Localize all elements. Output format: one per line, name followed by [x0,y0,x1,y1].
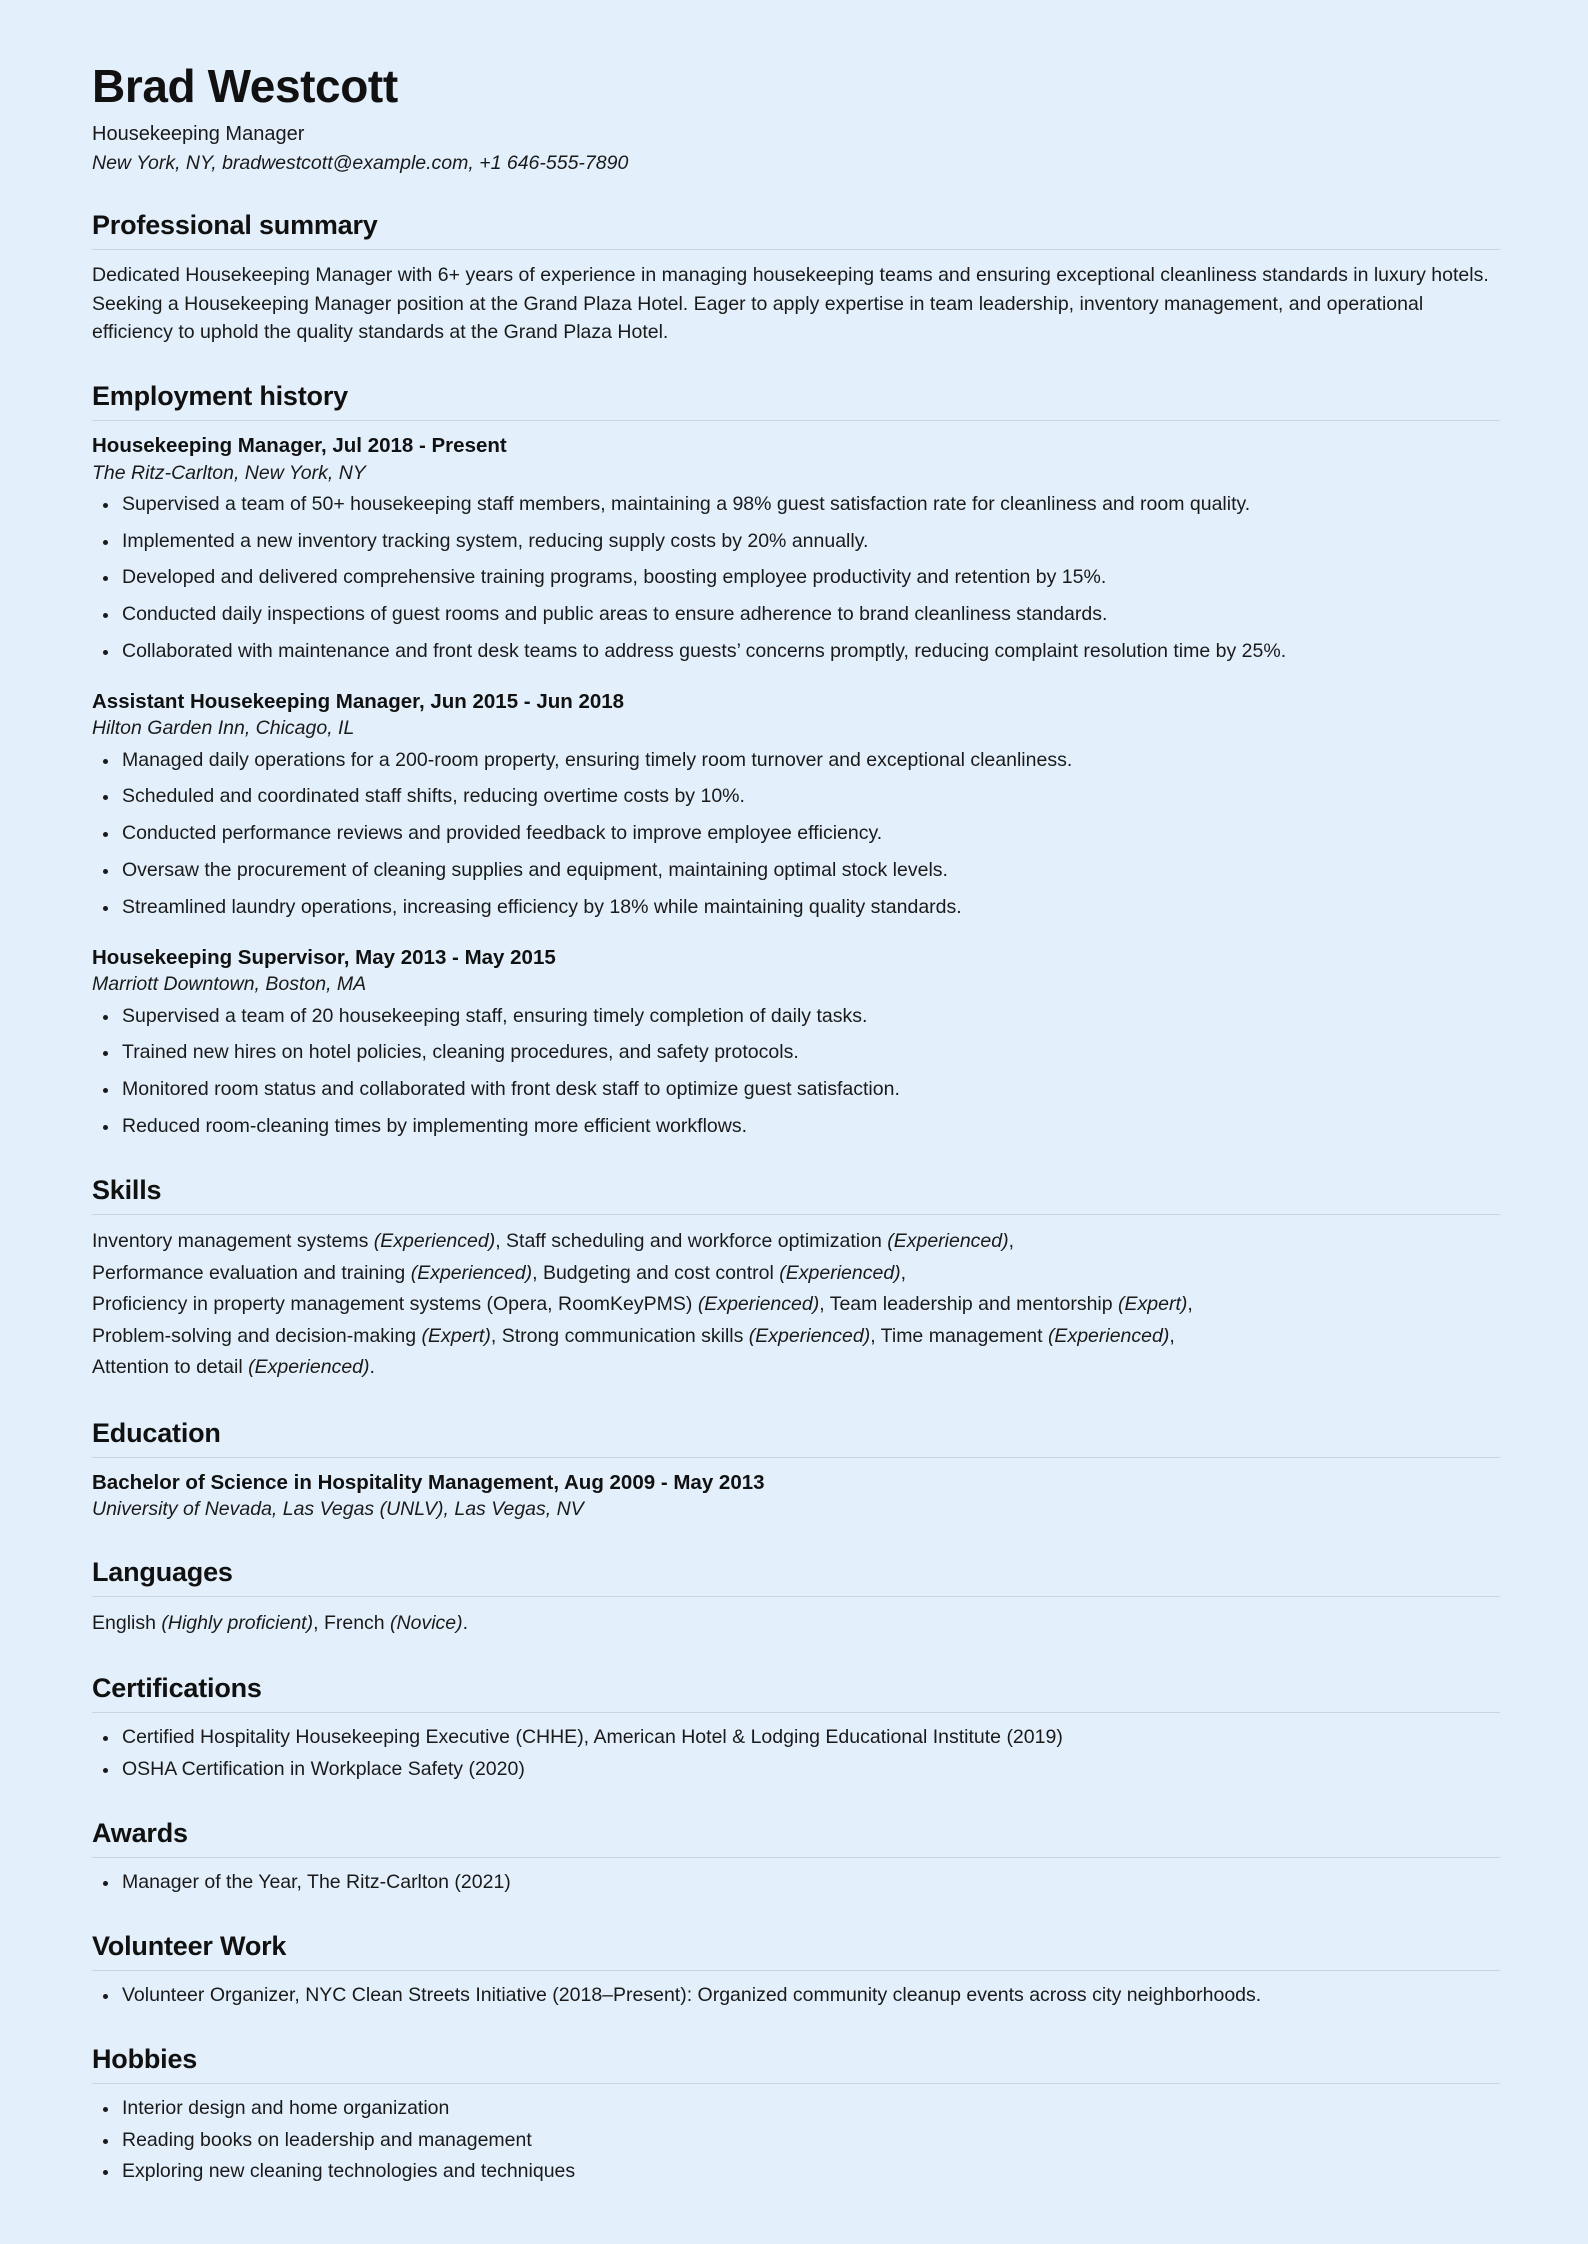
skill-level: (Experienced) [748,1324,871,1347]
language-level: (Novice) [390,1611,463,1634]
skill-name: Staff scheduling and workforce optimization [506,1230,888,1253]
section-title-skills: Skills [92,1175,162,1206]
skill-line [92,1226,1500,1258]
hobby-item: Exploring new cleaning technologies and techniques [92,2158,1500,2186]
skill-separator: , [495,1230,507,1253]
employment-bullet: Oversaw the procurement of cleaning supplies and equipment, maintaining optimal stock levels. [92,857,1500,885]
skill-level: (Experienced) [410,1261,533,1284]
employment-bullet: Conducted daily inspections of guest rooms and public areas to ensure adherence to brand cleanliness standards. [92,601,1500,629]
section-title-languages: Languages [92,1556,233,1587]
skill-name: Inventory management systems [92,1230,374,1253]
education-entry-list [92,1469,1500,1523]
skills-list [92,1226,1500,1384]
skill-line [92,1289,1500,1321]
section-divider [92,2083,1500,2084]
employment-bullet: Developed and delivered comprehensive training programs, boosting employee productivity and retention by 15%. [92,564,1500,592]
languages-text [92,1608,1500,1640]
skill-level: (Experienced) [248,1356,370,1379]
employment-entry [92,944,1500,1141]
hobby-item: Reading books on leadership and management [92,2127,1500,2155]
skill-name: Strong communication skills [501,1324,749,1347]
section-divider [92,249,1500,250]
skill-line [92,1258,1500,1290]
language-separator: . [462,1611,469,1634]
language-name: French [323,1611,391,1634]
employment-bullet-list [92,747,1500,922]
section-education [92,1418,1500,1523]
employment-entry [92,432,1500,666]
employment-bullet: Reduced room-cleaning times by implementing more efficient workflows. [92,1113,1500,1141]
employment-entry-list [92,432,1500,1141]
volunteer-list [92,1982,1500,2010]
skill-name: Team leadership and mentorship [829,1293,1119,1316]
employment-bullet: Supervised a team of 20 housekeeping staff, ensuring timely completion of daily tasks. [92,1003,1500,1031]
employment-bullet: Supervised a team of 50+ housekeeping staff members, maintaining a 98% guest satisfaction rate for cleanliness and room quality. [92,491,1500,519]
candidate-name: Brad Westcott [92,60,398,112]
employment-entry-employer: Hilton Garden Inn, Chicago, IL [92,717,355,740]
certification-item: Certified Hospitality Housekeeping Executive (CHHE), American Hotel & Lodging Educational Institute (2019) [92,1724,1500,1752]
skill-separator: , [1187,1293,1193,1316]
skill-name: Time management [880,1324,1048,1347]
section-volunteer-work [92,1931,1500,2010]
candidate-contact-line: New York, NY, bradwestcott@example.com, +1 646-555-7890 [92,151,629,174]
hobbies-list [92,2095,1500,2187]
employment-entry [92,688,1500,922]
skill-level: (Experienced) [887,1230,1009,1253]
section-title-volunteer-work: Volunteer Work [92,1930,287,1961]
professional-summary-text: Dedicated Housekeeping Manager with 6+ years of experience in managing housekeeping teams and ensuring exceptional cleanliness standards in luxury hotels. Seeking a Housekeeping Manager position at the Grand Plaza Hotel. Eager to apply expertise in team leadership, inventory management, and operational efficiency to uphold the quality standards at the Grand Plaza Hotel. [92,264,1489,344]
resume-header [92,62,1500,176]
skill-separator: , [1008,1230,1015,1253]
section-skills [92,1175,1500,1384]
awards-list [92,1869,1500,1897]
employment-bullet: Trained new hires on hotel policies, cleaning procedures, and safety protocols. [92,1039,1500,1067]
skill-name: Problem-solving and decision-making [92,1324,422,1347]
certification-item: OSHA Certification in Workplace Safety (2020) [92,1756,1500,1784]
employment-bullet: Collaborated with maintenance and front desk teams to address guests’ concerns promptly, reducing complaint resolution time by 25%. [92,638,1500,666]
employment-bullet: Conducted performance reviews and provided feedback to improve employee efficiency. [92,820,1500,848]
section-divider [92,1712,1500,1713]
section-professional-summary [92,210,1500,347]
employment-entry-employer: Marriott Downtown, Boston, MA [92,973,367,996]
skill-level: (Expert) [421,1324,491,1347]
skill-separator: , [870,1324,881,1347]
section-title-hobbies: Hobbies [92,2043,198,2074]
language-level: (Highly proficient) [161,1611,314,1634]
section-divider [92,1457,1500,1458]
section-awards [92,1818,1500,1897]
skill-separator: . [369,1356,375,1379]
skill-line [92,1321,1500,1353]
skill-separator: , [1169,1324,1175,1347]
skill-name: Attention to detail [92,1356,249,1379]
section-hobbies [92,2044,1500,2187]
employment-bullet: Streamlined laundry operations, increasing efficiency by 18% while maintaining quality standards. [92,894,1500,922]
skill-level: (Experienced) [1047,1324,1170,1347]
skill-separator: , [490,1324,502,1347]
section-employment-history [92,381,1500,1141]
hobby-item: Interior design and home organization [92,2095,1500,2123]
language-separator: , [313,1611,324,1634]
skill-level: (Experienced) [373,1230,496,1253]
skill-name: Proficiency in property management systems (Opera, RoomKeyPMS) [92,1293,698,1316]
skill-name: Budgeting and cost control [542,1261,780,1284]
employment-bullet-list [92,491,1500,666]
education-entry-heading: Bachelor of Science in Hospitality Management, Aug 2009 - May 2013 [92,1470,765,1494]
language-name: English [92,1611,162,1634]
section-title-certifications: Certifications [92,1673,262,1704]
section-title-education: Education [92,1417,221,1448]
employment-entry-heading: Housekeeping Supervisor, May 2013 - May 2015 [92,945,556,969]
employment-bullet: Implemented a new inventory tracking system, reducing supply costs by 20% annually. [92,528,1500,556]
skill-level: (Expert) [1118,1293,1188,1316]
education-entry [92,1469,1500,1523]
resume-document [92,62,1500,2186]
certifications-list [92,1724,1500,1784]
skill-separator: , [900,1261,907,1284]
employment-bullet-list [92,1003,1500,1142]
section-divider [92,1214,1500,1215]
section-languages [92,1557,1500,1640]
employment-bullet: Scheduled and coordinated staff shifts, reducing overtime costs by 10%. [92,783,1500,811]
volunteer-item: Volunteer Organizer, NYC Clean Streets Initiative (2018–Present): Organized community cleanup events across city neighborhoods. [92,1982,1500,2010]
skill-level: (Experienced) [779,1261,901,1284]
section-title-awards: Awards [92,1817,188,1848]
section-divider [92,1970,1500,1971]
candidate-job-title: Housekeeping Manager [92,122,305,145]
employment-entry-heading: Assistant Housekeeping Manager, Jun 2015 - Jun 2018 [92,690,625,713]
education-entry-institution: University of Nevada, Las Vegas (UNLV), Las Vegas, NV [92,1498,584,1521]
section-divider [92,1857,1500,1858]
award-item: Manager of the Year, The Ritz-Carlton (2021) [92,1869,1500,1897]
employment-entry-employer: The Ritz-Carlton, New York, NY [92,461,366,484]
skill-name: Performance evaluation and training [92,1261,411,1284]
section-title-employment-history: Employment history [92,381,348,412]
employment-bullet: Monitored room status and collaborated with front desk staff to optimize guest satisfaction. [92,1076,1500,1104]
employment-entry-heading: Housekeeping Manager, Jul 2018 - Present [92,434,507,458]
skill-separator: , [819,1293,830,1316]
section-title-professional-summary: Professional summary [92,210,378,241]
section-divider [92,1596,1500,1597]
section-divider [92,420,1500,421]
skill-level: (Experienced) [697,1293,820,1316]
skill-line [92,1352,1500,1384]
section-certifications [92,1673,1500,1784]
employment-bullet: Managed daily operations for a 200-room property, ensuring timely room turnover and exceptional cleanliness. [92,747,1500,775]
skill-separator: , [532,1261,543,1284]
